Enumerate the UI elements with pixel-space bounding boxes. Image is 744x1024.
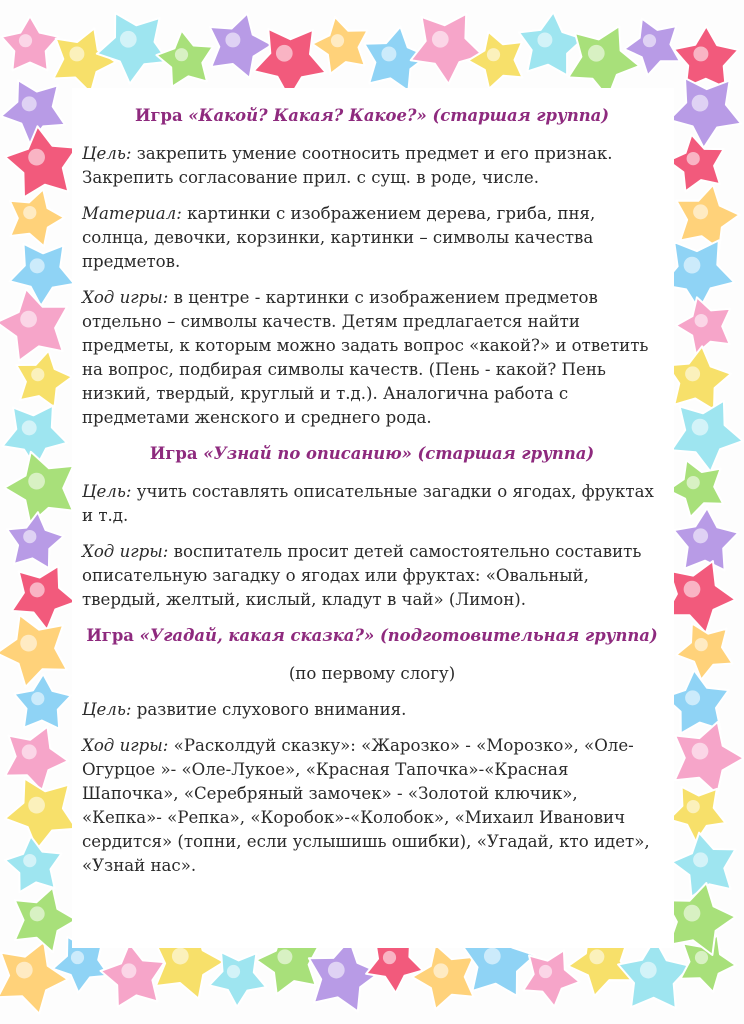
game-title-1-prefix: Игра	[134, 106, 183, 125]
decorative-star	[1, 80, 65, 144]
goal-label: Цель:	[82, 482, 132, 501]
game-title-3-name: «Угадай, какая сказка?» (подготовительная группа)	[133, 626, 658, 645]
decorative-star	[0, 289, 67, 361]
game-1-goal	[82, 142, 662, 190]
game-title-3	[82, 624, 662, 648]
decorative-star	[523, 950, 579, 1006]
decorative-star	[519, 12, 583, 75]
decorative-star	[101, 943, 165, 1007]
decorative-star	[618, 939, 690, 1008]
game-title-1	[82, 104, 662, 128]
course-label: Ход игры:	[82, 736, 169, 755]
decorative-star	[16, 351, 72, 408]
game-2-goal	[82, 480, 662, 528]
decorative-star	[667, 346, 731, 410]
game-section-2	[82, 442, 662, 612]
course-label: Ход игры:	[82, 288, 169, 307]
goal-text: развитие слухового внимания.	[131, 700, 407, 719]
decorative-star	[0, 942, 68, 1014]
goal-text: учить составлять описательные загадки о ягодах, фруктах и т.д.	[82, 482, 654, 525]
goal-label: Цель:	[82, 700, 132, 719]
decorative-star	[669, 78, 741, 148]
decorative-star	[412, 945, 474, 1010]
game-3-subtitle: (по первому слогу)	[288, 664, 456, 683]
decorative-star	[411, 14, 483, 84]
decorative-star	[309, 940, 380, 1012]
decorative-star	[674, 26, 739, 88]
decorative-star	[7, 512, 64, 568]
course-text: в центре - картинки с изображением предметов отдельно – символы качеств. Детям предлагается найти предметы, к которым можно задать вопрос «какой?» и ответить на вопрос, подбирая символы качеств. (Пень - какой? Пень низкий, твердый, круглый и т.д.). Аналогична работа с предметами женского и среднего рода.	[82, 288, 649, 427]
course-text: воспитатель просит детей самостоятельно составить описательную загадку о ягодах или фруктах: «Овальный, твердый, желтый, кислый, кладут в чай» (Лимон).	[82, 542, 642, 609]
decorative-star	[14, 674, 71, 729]
decorative-star	[676, 623, 732, 679]
decorative-star	[675, 722, 744, 794]
material-label: Материал:	[82, 204, 182, 223]
decorative-star	[97, 13, 169, 84]
decorative-star	[568, 26, 639, 97]
document-body	[82, 104, 662, 890]
game-2-course	[82, 540, 662, 612]
decorative-star	[676, 185, 739, 249]
goal-label: Цель:	[82, 144, 132, 163]
decorative-star	[5, 126, 77, 197]
game-1-material	[82, 202, 662, 274]
decorative-star	[10, 244, 75, 306]
decorative-star	[5, 778, 77, 849]
decorative-star	[53, 28, 116, 93]
game-section-3	[82, 624, 662, 878]
game-title-3-prefix: Игра	[86, 626, 134, 645]
game-title-2-prefix: Игра	[149, 444, 198, 463]
decorative-star	[674, 508, 739, 570]
decorative-star	[5, 727, 68, 791]
decorative-star	[5, 836, 62, 892]
decorative-star	[665, 883, 735, 955]
course-text: «Расколдуй сказку»: «Жарозко» - «Морозко», «Оле-Огурцое »- «Оле-Лукое», «Красная Тапочка»-«Красная Шапочка», «Серебряный замочек» - «Золотой ключик», «Кепка»- «Репка», «Коробок»-«Колобок», «Михаил Иванович сердится» (топни, если услышишь ошибки), «Угадай, кто идет», «Узнай нас».	[82, 736, 650, 875]
game-title-2	[82, 442, 662, 466]
decorative-star	[671, 401, 743, 472]
decorative-star	[676, 297, 731, 354]
material-text: картинки с изображением дерева, гриба, пня, солнца, девочки, корзинки, картинки – символы качества предметов.	[82, 204, 596, 271]
decorative-star	[668, 135, 724, 192]
game-section-1	[82, 104, 662, 430]
decorative-star	[668, 460, 723, 517]
decorative-star	[2, 16, 59, 70]
decorative-star	[0, 615, 67, 687]
decorative-star	[468, 32, 523, 89]
game-3-goal	[82, 698, 662, 722]
decorative-star	[156, 30, 213, 86]
course-label: Ход игры:	[82, 542, 169, 561]
decorative-star	[10, 189, 65, 246]
goal-text: закрепить умение соотносить предмет и его признак. Закрепить согласование прил. с сущ. в роде, числе.	[82, 144, 613, 187]
game-title-2-name: «Узнай по описанию» (старшая группа)	[197, 444, 595, 463]
game-3-course	[82, 734, 662, 878]
game-title-1-name: «Какой? Какая? Какое?» (старшая группа)	[182, 106, 610, 125]
game-1-course	[82, 286, 662, 430]
decorative-star	[665, 561, 736, 633]
